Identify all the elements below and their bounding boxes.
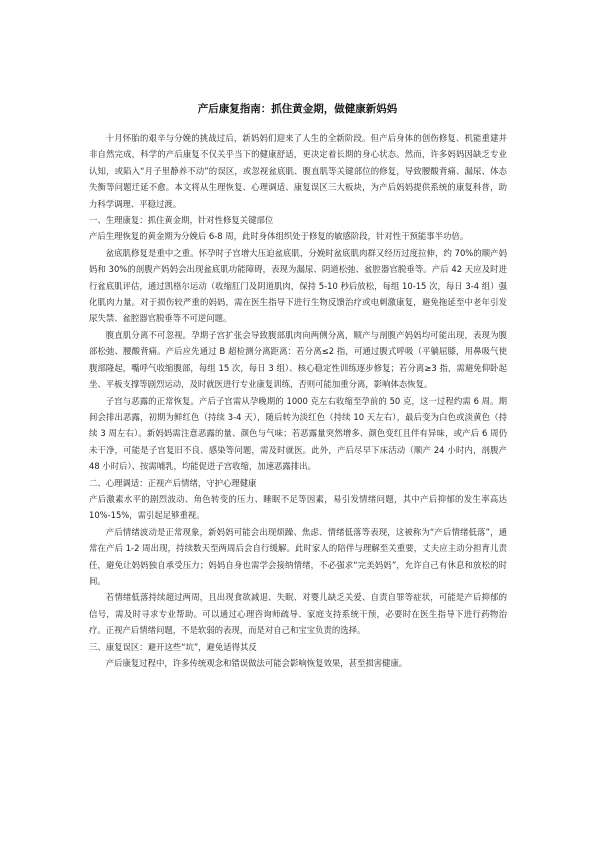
emotion-paragraph-2: 若情绪低落持续超过两周，且出现食欲减退、失眠、对婴儿缺乏关爱、自责自罪等症状，可能是产后抑郁的信号，需及时寻求专业帮助。可以通过心理咨询师疏导、家庭支持系统干预，必要时在医生指导下进行药物治疗。正视产后情绪问题，不是软弱的表现，而是对自己和宝宝负责的选择。 (89, 592, 507, 636)
document-title: 产后康复指南：抓住黄金期，做健康新妈妈 (197, 103, 398, 115)
section-2-heading: 二、心理调适：正视产后情绪，守护心理健康 (89, 477, 257, 488)
emotion-paragraph-1: 产后情绪波动是正常现象，新妈妈可能会出现烦躁、焦虑、情绪低落等表现，这被称为“产后情绪低落”，通常在产后 1-2 周出现，持续数天至两周后会自行缓解。此时家人的陪伴与理解至关重要，丈夫应主动分担育儿责任，避免让妈妈独自承受压力；妈妈自身也需学会接纳情绪，不必强求“完美妈妈”，允许自己有休息和放松的时间。 (89, 526, 507, 586)
document-body (89, 130, 507, 671)
abdominal-paragraph: 腹直肌分离不可忽视。孕期子宫扩张会导致腹部肌肉向两侧分离，顺产与剖腹产妈妈均可能出现，表现为腹部松弛、腰酸背痛。产后应先通过 B 超检测分离距离：若分离≤2 指，可通过腹式呼吸（平躺屈膝，用鼻吸气使腹部隆起，嘴呼气收缩腹部，每组 15 次，每日 3 组）、核心稳定性训练逐步修复；若分离≥3 指，需避免仰卧起坐、平板支撑等剧烈运动，及时就医进行专业康复训练，否则可能加重分离，影响体态恢复。 (89, 329, 507, 390)
pelvic-floor-paragraph: 盆底肌修复是重中之重。怀孕时子宫增大压迫盆底肌，分娩时盆底肌肉群又经历过度拉伸，约 70%的顺产妈妈和 30%的剖腹产妈妈会出现盆底肌功能障碍，表现为漏尿、阴道松弛、盆腔器官脱垂等。产后 42 天应及时进行盆底肌评估，通过凯格尔运动（收缩肛门及阴道肌肉，保持 5-10 秒后放松，每组 10-15 次，每日 3-4 组）强化肌肉力量。对于损伤较严重的妈妈，需在医生指导下进行生物反馈治疗或电刺激康复，避免拖延至中老年引发尿失禁、盆腔器官脱垂等不可逆问题。 (89, 247, 507, 324)
intro-paragraph: 十月怀胎的艰辛与分娩的挑战过后，新妈妈们迎来了人生的全新阶段。但产后身体的创伤修复、机能重建并非自然完成，科学的产后康复不仅关乎当下的健康舒适，更决定着长期的身心状态。然而，许多妈妈因缺乏专业认知，或陷入“月子里静养不动”的误区，或忽视盆底肌、腹直肌等关键部位的修复，导致腰酸背痛、漏尿、体态失衡等问题迁延不愈。本文将从生理恢复、心理调适、康复误区三大板块，为产后妈妈提供系统的康复科普，助力科学调理、平稳过渡。 (89, 133, 507, 209)
uterus-paragraph: 子宫与恶露的正常恢复。产后子宫需从孕晚期的 1000 克左右收缩至孕前的 50 克，这一过程约需 6 周。期间会排出恶露，初期为鲜红色（持续 3-4 天），随后转为淡红色（持续 10 天左右），最后变为白色或淡黄色（持续 3 周左右）。新妈妈需注意恶露的量、颜色与气味；若恶露量突然增多、颜色变红且伴有异味，或产后 6 周仍未干净，可能是子宫复旧不良、感染等问题，需及时就医。此外，产后尽早下床活动（顺产 24 小时内，剖腹产 48 小时后）、按需哺乳，均能促进子宫收缩，加速恶露排出。 (89, 395, 507, 472)
section-2-lead: 产后激素水平的剧烈波动、角色转变的压力、睡眠不足等因素，易引发情绪问题，其中产后抑郁的发生率高达 10%-15%，需引起足够重视。 (89, 493, 507, 521)
section-3-heading: 三、康复误区：避开这些“坑”，避免适得其反 (89, 641, 257, 652)
section-1-lead: 产后生理恢复的黄金期为分娩后 6-8 周，此时身体组织处于修复的敏感阶段，针对性干预能事半功倍。 (89, 231, 469, 242)
section-3-lead: 产后康复过程中，许多传统观念和错误做法可能会影响恢复效果，甚至损害健康。 (105, 658, 408, 668)
section-1-heading: 一、生理康复：抓住黄金期，针对性修复关键部位 (89, 215, 274, 226)
